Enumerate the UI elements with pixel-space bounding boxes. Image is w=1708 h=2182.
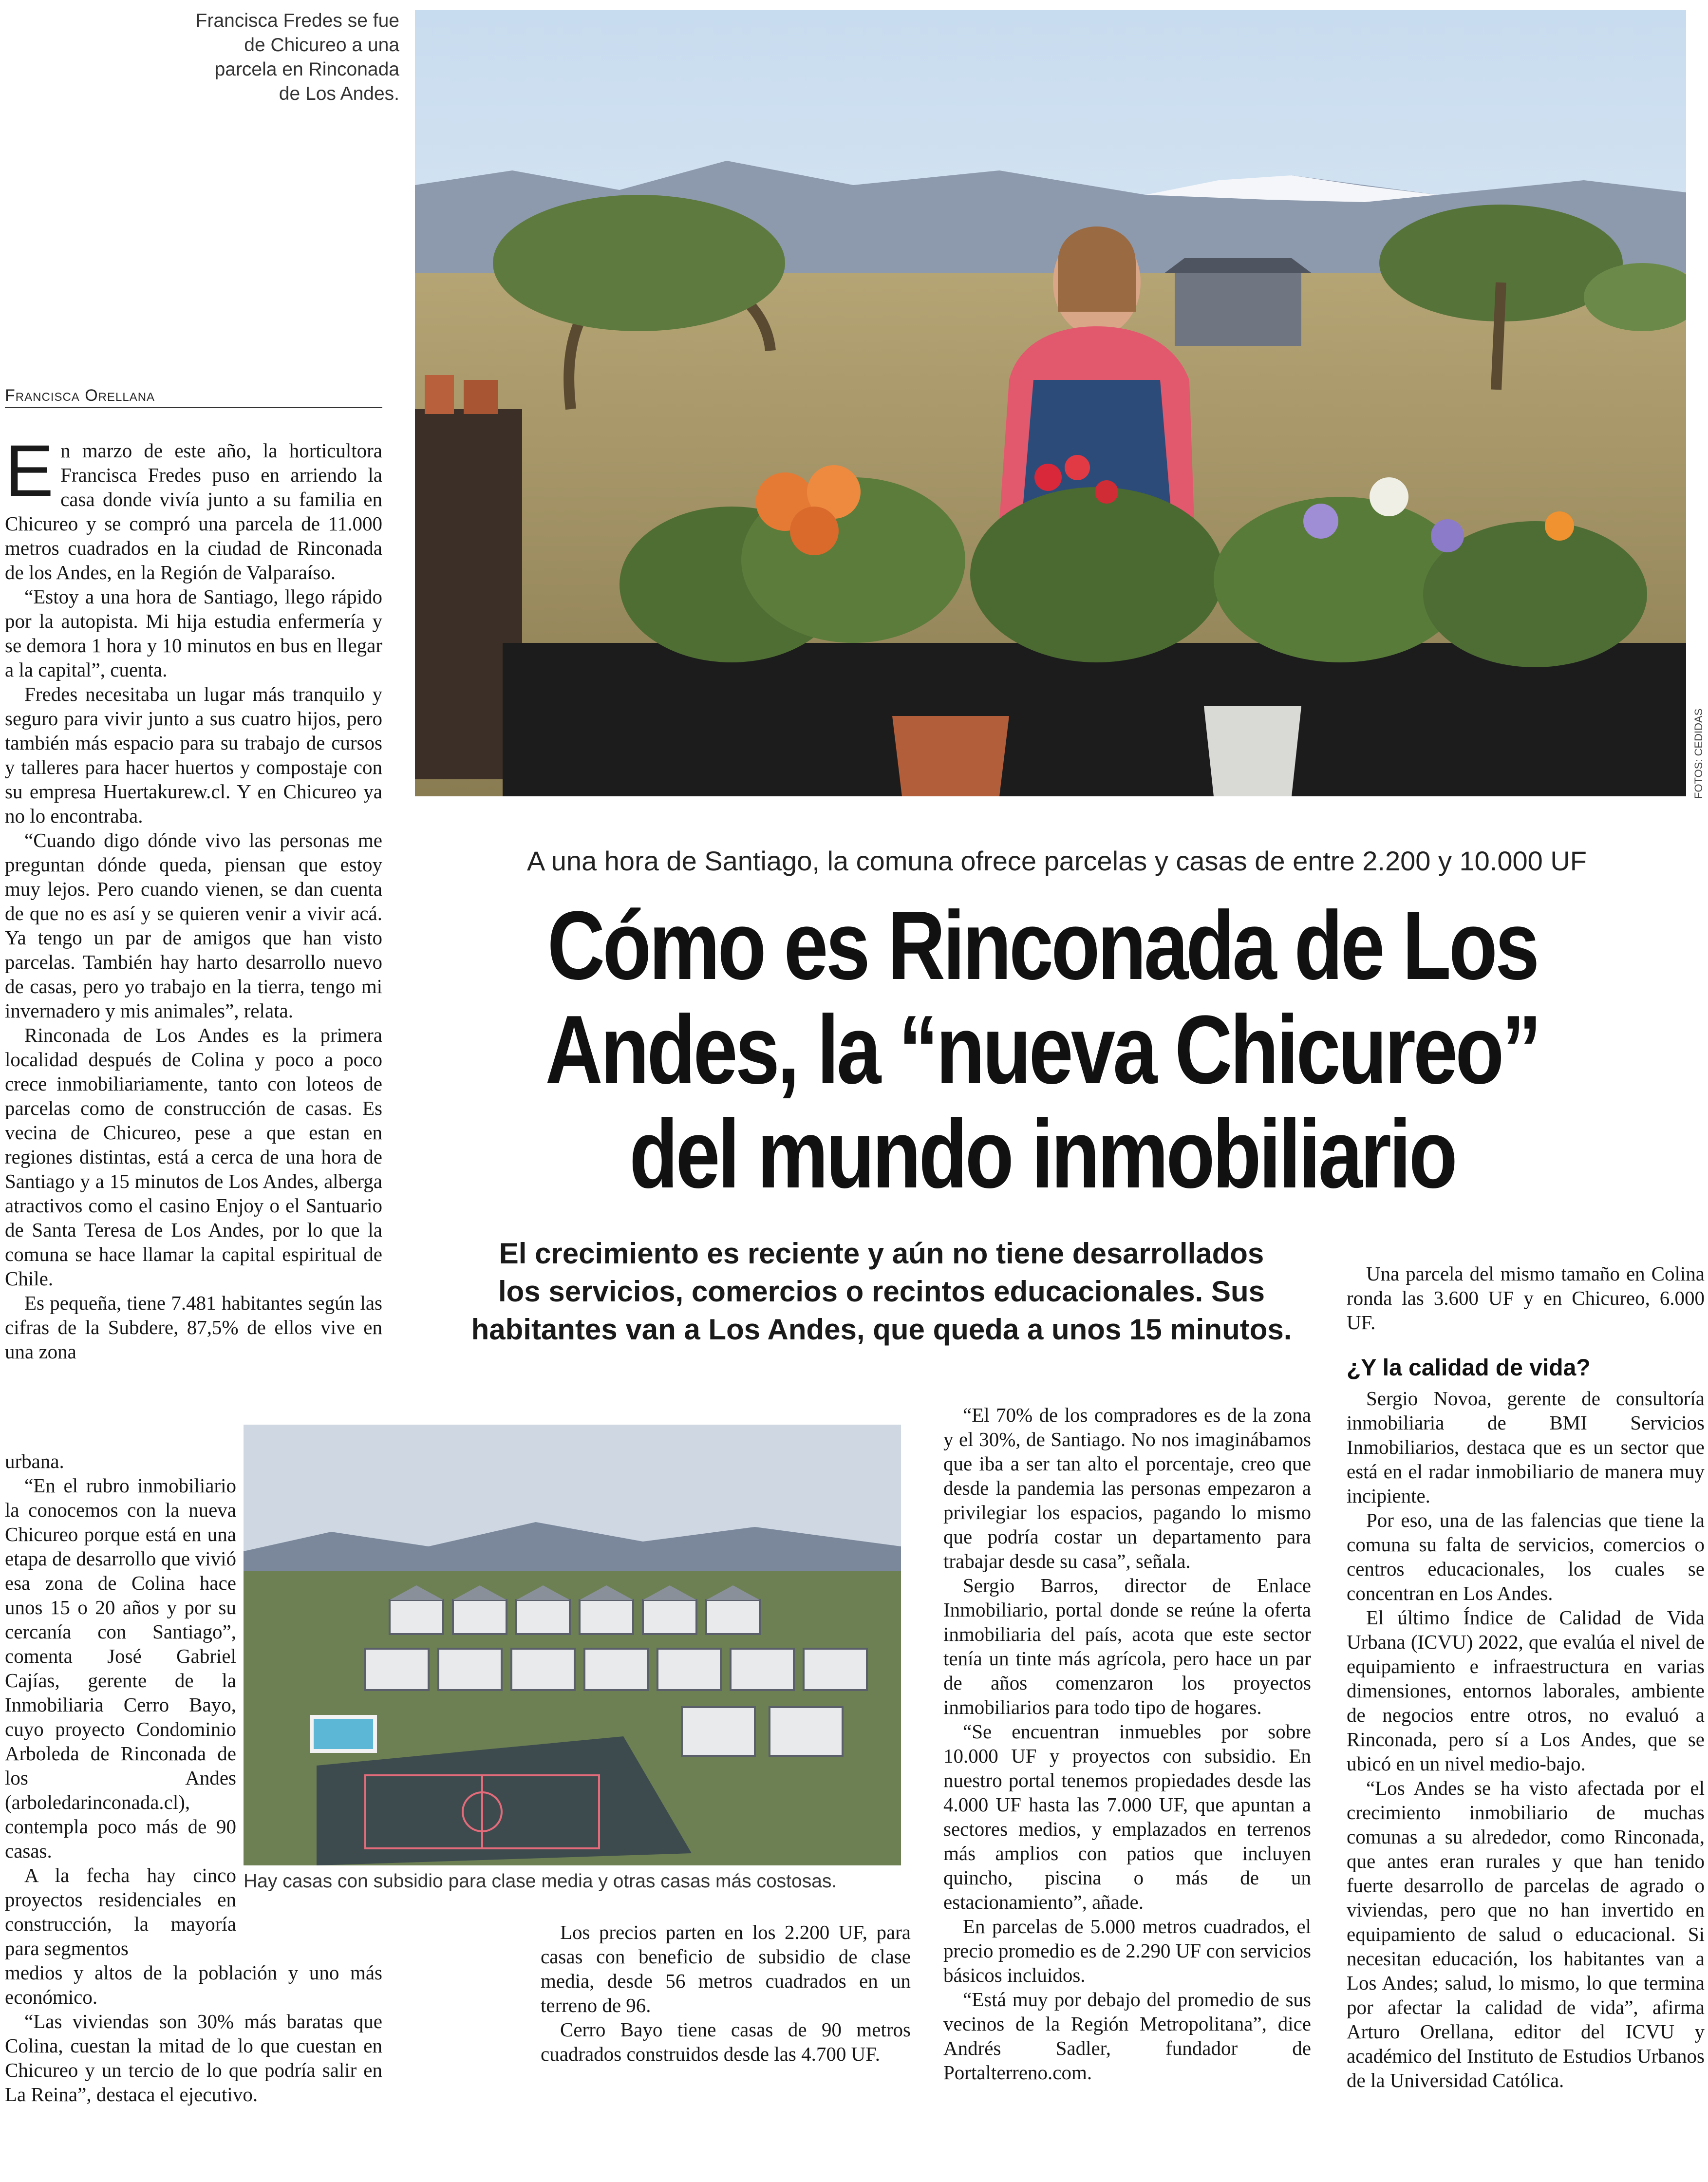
paragraph: urbana. — [5, 1450, 64, 1472]
deck-line: habitantes van a Los Andes, que queda a unos 15 minutos. — [471, 1313, 1292, 1346]
photo-francisca-plants — [415, 10, 1686, 796]
paragraph: “Los Andes se ha visto afectada por el crecimiento inmobiliario de muchas comunas a su alrededor, como Rinconada, que antes eran rurales y que han tenido fuerte desarrollo de parcelas de agrado o viviendas, pero que no han invertido en equipamiento de salud o educacional. Si necesitan educación, los habitantes van a Los Andes; salud, lo mismo, lo que termina por afectar la calidad de vida”, afirma Arturo Orellana, editor del ICVU y académico del Instituto de Estudios Urbanos de la Universidad Católica. — [1347, 1777, 1705, 2091]
paragraph: Rinconada de Los Andes es la primera localidad después de Colina y poco a poco crece inmobiliariamente, tanto con loteos de parcelas como de construcción de casas. Es vecina de Chicureo, pese a que estan en regiones distintas, está a cerca de una hora de Santiago y a 15 minutos de Los Andes, alberga atractivos como el casino Enjoy o el Santuario de Santa Teresa de Los Andes, por lo que la comuna se hace llamar la capital espiritual de Chile. — [5, 1024, 382, 1290]
paragraph: “Está muy por debajo del promedio de sus vecinos de la Región Metropolitana”, dice Andrés Sadler, fundador de Portalterreno.com. — [943, 1988, 1311, 2084]
paragraph: A la fecha hay cinco proyectos residenciales en construcción, la mayoría para segmentos — [5, 1864, 236, 1959]
subheading: ¿Y la calidad de vida? — [1347, 1355, 1591, 1381]
paragraph: “En el rubro inmobiliario la conocemos con la nueva Chicureo porque está en una etapa de desarrollo que vivió esa zona de Colina hace unos 15 o 20 años y por su cercanía con Santiago”, comenta José Gabriel Cajías, gerente de la Inmobiliaria Cerro Bayo, cuyo proyecto Condominio Arboleda de Rinconada de los Andes (arboledarinconada.cl), contempla poco más de 90 casas. — [5, 1474, 236, 1862]
paragraph: Fredes necesitaba un lugar más tranquilo y seguro para vivir junto a sus cuatro hijos, pero también más espacio para su trabajo de cursos y talleres para hacer huertos y compostaje con su empresa Huertakurew.cl. Y en Chicureo ya no lo encontraba. — [5, 683, 382, 827]
paragraph: Cerro Bayo tiene casas de 90 metros cuadrados construidos desde las 4.700 UF. — [541, 2018, 911, 2065]
paragraph: “Estoy a una hora de Santiago, llego rápido por la autopista. Mi hija estudia enfermería y se demora 1 hora y 10 minutos en bus en llegar a la capital”, cuenta. — [5, 585, 382, 681]
headline — [499, 891, 1585, 1208]
paragraph: medios y altos de la población y uno más económico. — [5, 1961, 382, 2008]
drop-cap: E — [5, 430, 54, 511]
photo-caption-bottom: Hay casas con subsidio para clase media y otras casas más costosas. — [244, 1871, 837, 1892]
paragraph: Es pequeña, tiene 7.481 habitantes según las cifras de la Subdere, 87,5% de ellos vive en una zona — [5, 1292, 382, 1363]
deck-line: El crecimiento es reciente y aún no tiene desarrollados — [499, 1237, 1264, 1270]
paragraph: Por eso, una de las falencias que tiene la comuna su falta de servicios, comercios o centros educacionales, los cuales se concentran en Los Andes. — [1347, 1509, 1705, 1604]
photo-caption-top: Francisca Fredes se fue de Chicureo a una parcela en Rinconada de Los Andes. — [195, 10, 399, 104]
paragraph: Sergio Barros, director de Enlace Inmobiliario, portal donde se reúne la oferta inmobiliaria del país, acota que este sector tenía un tinte más agrícola, pero hace un par de años comenzaron los proyectos inmobiliarios para todo tipo de hogares. — [943, 1574, 1311, 1718]
headline-line: del mundo inmobiliario — [629, 1100, 1455, 1208]
paragraph: “Se encuentran inmuebles por sobre 10.000 UF y proyectos con subsidio. En nuestro portal tenemos propiedades desde las 4.000 UF hasta las 7.000 UF, que apuntan a sectores medios, y emplazados en terrenos más amplios con patios que incluyen quincho, piscina o más de un estacionamiento”, añade. — [943, 1720, 1311, 1913]
column-1-beside-photo — [5, 1449, 236, 1960]
paragraph-text: n marzo de este año, la horticultora Francisca Fredes puso en arriendo la casa donde vivía junto a su familia en Chicureo y se compró una parcela de 11.000 metros cuadrados en la ciudad de Rinconada de los Andes, en la Región de Valparaíso. — [5, 439, 382, 583]
paragraph: Una parcela del mismo tamaño en Colina ronda las 3.600 UF y en Chicureo, 6.000 UF. — [1347, 1262, 1705, 1334]
paragraph: En parcelas de 5.000 metros cuadrados, el precio promedio es de 2.290 UF con servicios básicos incluidos. — [943, 1915, 1311, 1986]
headline-line: Cómo es Rinconada de Los — [547, 891, 1538, 1000]
column-1-upper — [5, 430, 382, 1364]
headline-line: Andes, la “nueva Chicureo” — [545, 996, 1539, 1104]
deck-line: los servicios, comercios o recintos educacionales. Sus — [498, 1275, 1265, 1308]
paragraph: “Cuando digo dónde vivo las personas me preguntan dónde queda, piensan que estoy muy lejos. Pero cuando vienen, se dan cuenta de que no es así y se quieren venir a vivir acá. Ya tengo un par de amigos que han visto parcelas. También hay harto desarrollo nuevo de casas, pero yo trabajo en la tierra, tengo mi invernadero y mis animales”, relata. — [5, 829, 382, 1022]
paragraph — [5, 430, 382, 584]
paragraph: Los precios parten en los 2.200 UF, para casas con beneficio de subsidio de clase media, desde 56 metros cuadrados en un terreno de 96. — [541, 1921, 911, 2016]
column-2 — [541, 1920, 911, 2066]
byline: Francisca Orellana — [5, 386, 155, 405]
photo-aerial-condominium — [244, 1425, 901, 1865]
paragraph: “El 70% de los compradores es de la zona y el 30%, de Santiago. No nos imaginábamos que iba a ser tan alto el porcentaje, creo que desde la pandemia las personas empezaron a privilegiar los espacios, pagando lo mismo que podría costar un departamento para trabajar desde su casa”, señala. — [943, 1404, 1311, 1572]
paragraph: El último Índice de Calidad de Vida Urbana (ICVU) 2022, que evalúa el nivel de equipamiento e infraestructura en varias dimensiones, entornos laborales, ambiente de negocios entre otros, no evaluó a Rinconada, pero sí a Los Andes, que se ubicó en un nivel medio-bajo. — [1347, 1606, 1705, 1775]
column-4 — [1347, 1261, 1705, 2092]
byline-rule — [5, 407, 382, 408]
paragraph: “Las viviendas son 30% más baratas que Colina, cuestan la mitad de lo que cuestan en Chicureo y un tercio de lo que podría salir en La Reina”, destaca el ejecutivo. — [5, 2010, 382, 2106]
column-3 — [943, 1403, 1311, 2085]
deck — [404, 1235, 1359, 1349]
paragraph: Sergio Novoa, gerente de consultoría inmobiliaria de BMI Servicios Inmobiliarios, destaca que es un sector que está en el radar inmobiliario de manera muy incipiente. — [1347, 1387, 1705, 1507]
kicker: A una hora de Santiago, la comuna ofrece parcelas y casas de entre 2.200 y 10.000 UF — [526, 846, 1587, 876]
photo-credit: FOTOS: CEDIDAS — [1692, 708, 1705, 799]
column-1-lower — [5, 1960, 382, 2107]
